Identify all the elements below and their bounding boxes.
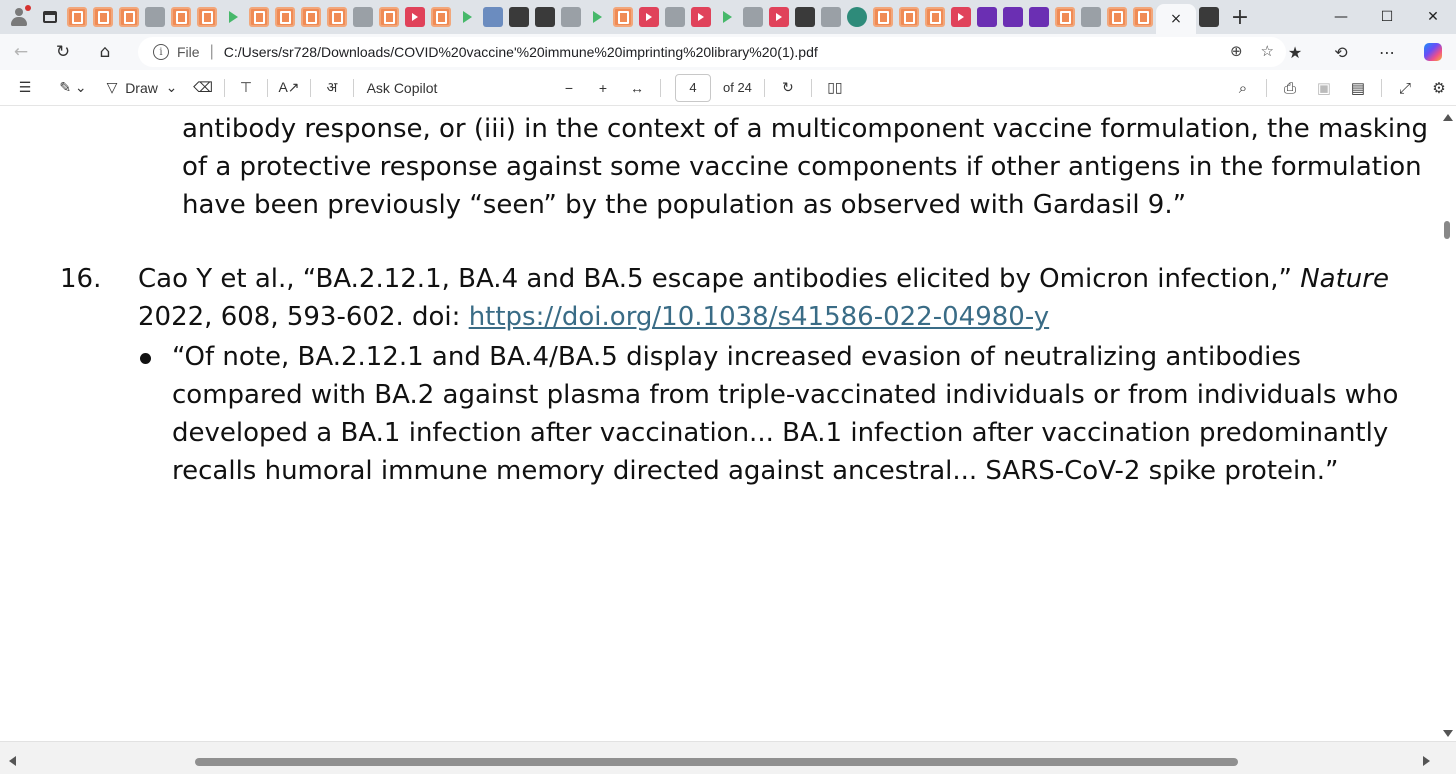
draw-label: Draw [125,79,158,96]
horizontal-scroll-thumb[interactable] [195,758,1238,766]
checkmark-icon[interactable] [665,7,685,27]
rumble-icon[interactable] [223,7,243,27]
web-icon[interactable] [561,7,581,27]
web-icon[interactable] [145,7,165,27]
pdf-page [0,107,1438,741]
search-icon[interactable]: ⌕ [1238,79,1248,97]
search-icon[interactable] [483,7,503,27]
window-controls [1318,0,1456,34]
e-icon[interactable] [639,7,659,27]
toolbar-divider [764,79,765,97]
scroll-down-icon[interactable] [1443,730,1453,737]
settings-gear-icon[interactable]: ⚙ [1432,80,1446,97]
scroll-right-icon[interactable] [1423,756,1430,766]
tab-strip [0,0,1456,34]
toolbar-divider [660,79,661,97]
refresh-button[interactable]: ↻ [55,42,71,62]
yahoo-icon[interactable] [1003,7,1023,27]
text-line: have been previously “seen” by the population as observed with Gardasil 9.” [182,190,1187,220]
reference-citation [138,260,1389,298]
home-button[interactable]: ⌂ [99,42,111,62]
history-icon[interactable]: ⟲ [1334,42,1348,62]
back-button[interactable]: ← [13,42,29,62]
quote-line: recalls humoral immune memory directed against ancestral... SARS-CoV-2 spike protein.” [172,456,1339,486]
quote-line: “Of note, BA.2.12.1 and BA.4/BA.5 display increased evasion of neutralizing antibodies [172,342,1301,372]
substack-icon[interactable] [1133,7,1153,27]
print-icon[interactable]: ⎙ [1283,79,1296,97]
substack-icon[interactable] [67,7,87,27]
puzzle-icon[interactable] [1081,7,1101,27]
tab-favicon-list [64,0,1156,34]
read-aloud-icon[interactable]: A↗ [278,79,300,95]
rumble-icon[interactable] [717,7,737,27]
bullet-icon [140,353,151,364]
horizontal-scrollbar[interactable] [0,741,1456,774]
rotate-icon[interactable]: ↻ [782,79,794,95]
toolbar-divider [1381,79,1382,97]
text-line: antibody response, or (iii) in the context of a multicomponent vaccine formulation, the masking [182,114,1429,144]
reference-details [138,298,1049,336]
substack-icon[interactable] [275,7,295,27]
substack-icon[interactable] [431,7,451,27]
close-window-button[interactable]: ✕ [1427,9,1439,25]
eraser-icon[interactable]: ⌫ [193,79,213,95]
url-text[interactable]: C:/Users/sr728/Downloads/COVID%20vaccine'%20immune%20imprinting%20library%20(1).pdf [223,44,818,60]
toolbar-divider [1266,79,1267,97]
substack-icon[interactable] [379,7,399,27]
address-bar-row [0,34,1456,70]
flipboard-icon[interactable] [691,7,711,27]
new-tab-button[interactable]: + [1230,4,1250,30]
substack-icon[interactable] [249,7,269,27]
zoom-in-button[interactable]: + [598,79,608,96]
notification-dot [25,5,31,11]
browser-actions [1272,34,1456,70]
info-icon[interactable]: i [153,44,169,60]
substack-icon[interactable] [1055,7,1075,27]
news-icon[interactable] [795,7,815,27]
vertical-scroll-thumb[interactable] [1444,221,1450,239]
close-tab-icon[interactable]: × [1170,11,1182,27]
address-input[interactable] [138,37,1286,67]
tab-actions-icon[interactable] [36,0,64,34]
highlight-icon[interactable]: ✎ ⌄ [59,79,87,95]
quote-line: compared with BA.2 against plasma from triple-vaccinated individuals or from individuals who [172,380,1399,410]
fit-width-icon[interactable]: ↔ [630,79,644,96]
scroll-up-icon[interactable] [1443,114,1453,121]
toolbar-divider [267,79,268,97]
contents-icon[interactable]: ☰ [18,79,32,95]
mk-icon[interactable] [353,7,373,27]
page-total: of 24 [723,80,752,95]
maximize-button[interactable]: ☐ [1380,9,1394,25]
substack-icon[interactable] [301,7,321,27]
translate-icon[interactable]: अ [326,79,338,95]
quote-line: developed a BA.1 infection after vaccination... BA.1 infection after vaccination predominantly [172,418,1389,448]
page-view-icon[interactable]: ▯▯ [827,79,843,95]
diamond-icon[interactable] [535,7,555,27]
chevron-down-icon: ⌄ [165,79,178,95]
toolbar-divider [811,79,812,97]
youtube-icon[interactable] [769,7,789,27]
rumble-icon[interactable] [457,7,477,27]
news-tab-icon[interactable] [1199,7,1219,27]
page-number-input[interactable]: 4 [675,74,711,102]
file-label: File [177,44,200,60]
substack-icon[interactable] [171,7,191,27]
zoom-icon[interactable]: ⊕ [1229,42,1243,60]
substack-icon[interactable] [327,7,347,27]
youtube-icon[interactable] [951,7,971,27]
fullscreen-icon[interactable]: ⤢ [1398,79,1411,97]
draw-button[interactable] [96,70,188,106]
scroll-left-icon[interactable] [9,756,16,766]
substack-icon[interactable] [119,7,139,27]
substack-icon[interactable] [899,7,919,27]
favorite-star-icon[interactable]: ☆ [1260,42,1274,60]
citation-details: 2022, 608, 593-602. doi: [138,302,469,332]
substack-icon[interactable] [93,7,113,27]
youtube-icon[interactable] [405,7,425,27]
gp-icon[interactable] [821,7,841,27]
draw-pen-icon: ▽ [106,79,118,95]
active-tab[interactable] [1156,4,1196,34]
substack-icon[interactable] [925,7,945,27]
copilot-icon[interactable] [1424,43,1442,61]
zoom-out-button[interactable]: − [564,79,574,96]
tripadvisor-icon[interactable] [847,7,867,27]
vertical-scrollbar[interactable] [1438,107,1456,741]
ask-copilot-button[interactable]: Ask Copilot [366,79,438,96]
toolbar-divider [310,79,311,97]
pdf-toolbar [0,70,1456,106]
address-separator: | [209,43,214,60]
substack-icon[interactable] [613,7,633,27]
address-actions [1230,42,1274,60]
add-text-icon[interactable]: ⊤ [239,79,253,95]
more-menu-icon[interactable]: ⋯ [1379,42,1395,62]
text-line: of a protective response against some vaccine components if other antigens in the formulation [182,152,1422,182]
save-as-icon[interactable]: ▤ [1350,80,1366,97]
yahoo-icon[interactable] [977,7,997,27]
pdf-toolbar-right [1226,70,1456,106]
citation-text: Cao Y et al., “BA.2.12.1, BA.4 and BA.5 escape antibodies elicited by Omicron infection,” [138,264,1301,294]
web-icon[interactable] [743,7,763,27]
substack-icon[interactable] [197,7,217,27]
save-icon[interactable]: ▣ [1316,80,1332,97]
favorites-icon[interactable]: ★ [1287,42,1303,62]
rumble-icon[interactable] [587,7,607,27]
journal-name: Nature [1300,264,1389,294]
substack-icon[interactable] [873,7,893,27]
mail-icon[interactable] [1029,7,1049,27]
minimize-button[interactable]: — [1334,9,1348,25]
reference-number: 16. [60,264,102,294]
substack-icon[interactable] [1107,7,1127,27]
doi-link[interactable]: https://doi.org/10.1038/s41586-022-04980-y [468,302,1050,332]
toolbar-divider [353,79,354,97]
toolbar-divider [224,79,225,97]
profile-avatar-icon[interactable] [0,0,36,34]
x-icon[interactable] [509,7,529,27]
